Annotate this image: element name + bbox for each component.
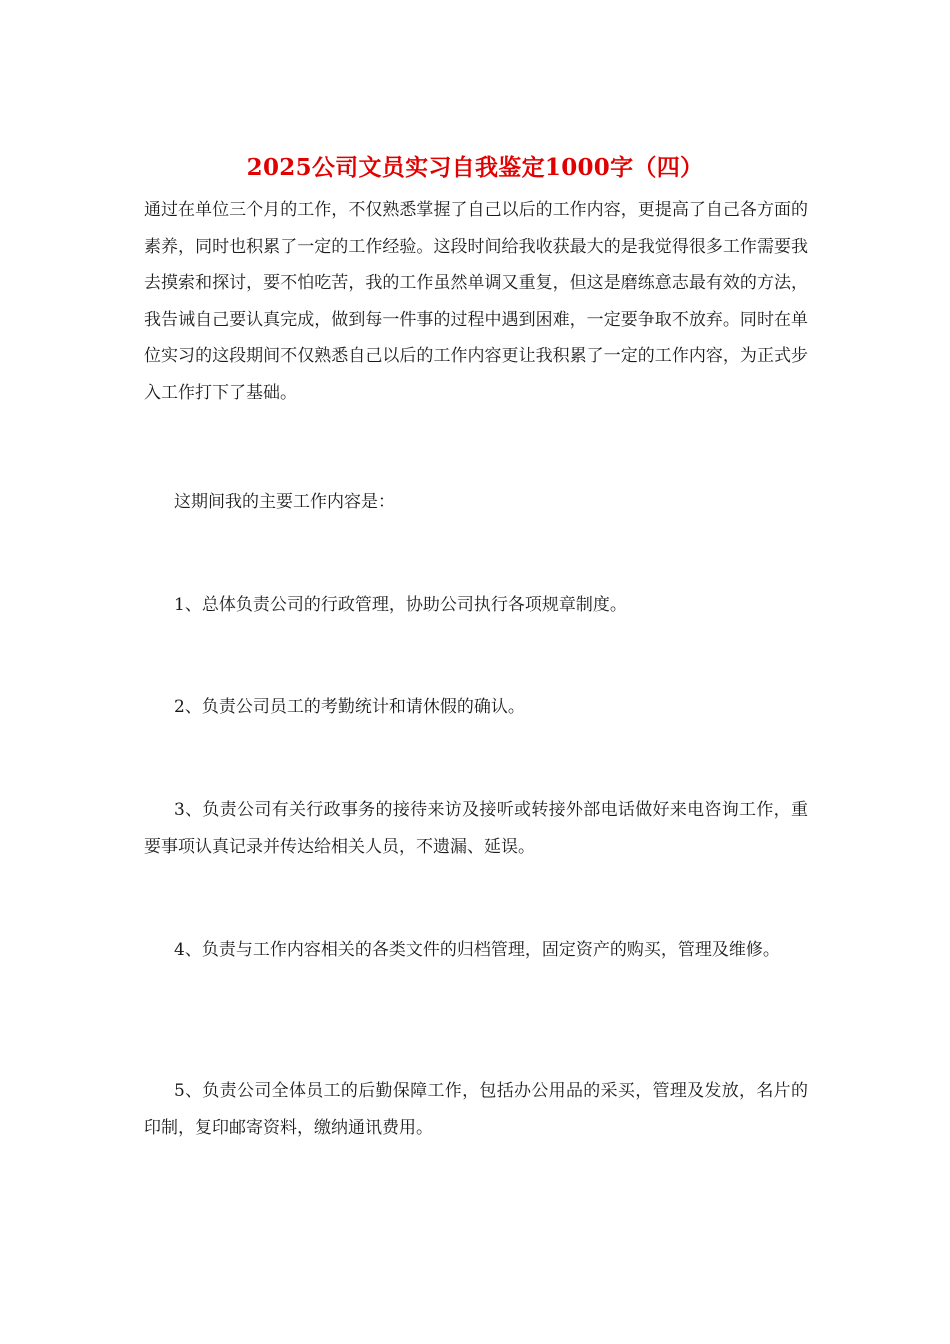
list-item: 4、负责与工作内容相关的各类文件的归档管理，固定资产的购买，管理及维修。 — [174, 940, 780, 960]
list-item: 1、总体负责公司的行政管理，协助公司执行各项规章制度。 — [174, 595, 627, 615]
list-item: 2、负责公司员工的考勤统计和请休假的确认。 — [174, 697, 525, 717]
list-item: 5、负责公司全体员工的后勤保障工作，包括办公用品的采买，管理及发放，名片的印制，复印邮寄资料，缴纳通讯费用。 — [144, 1081, 808, 1138]
page-title: 2025公司文员实习自我鉴定1000字（四） — [246, 154, 704, 181]
list-item: 3、负责公司有关行政事务的接待来访及接听或转接外部电话做好来电咨询工作，重要事项认真记录并传达给相关人员，不遗漏、延误。 — [144, 800, 808, 857]
intro-paragraph: 通过在单位三个月的工作，不仅熟悉掌握了自己以后的工作内容，更提高了自己各方面的素养，同时也积累了一定的工作经验。这段时间给我收获最大的是我觉得很多工作需要我去摸索和探讨，要不怕吃苦，我的工作虽然单调又重复，但这是磨练意志最有效的方法，我告诫自己要认真完成，做到每一件事的过程中遇到困难，一定要争取不放弃。同时在单位实习的这段期间不仅熟悉自己以后的工作内容更让我积累了一定的工作内容，为正式步入工作打下了基础。 — [144, 200, 808, 403]
work-content-heading: 这期间我的主要工作内容是： — [174, 492, 395, 512]
